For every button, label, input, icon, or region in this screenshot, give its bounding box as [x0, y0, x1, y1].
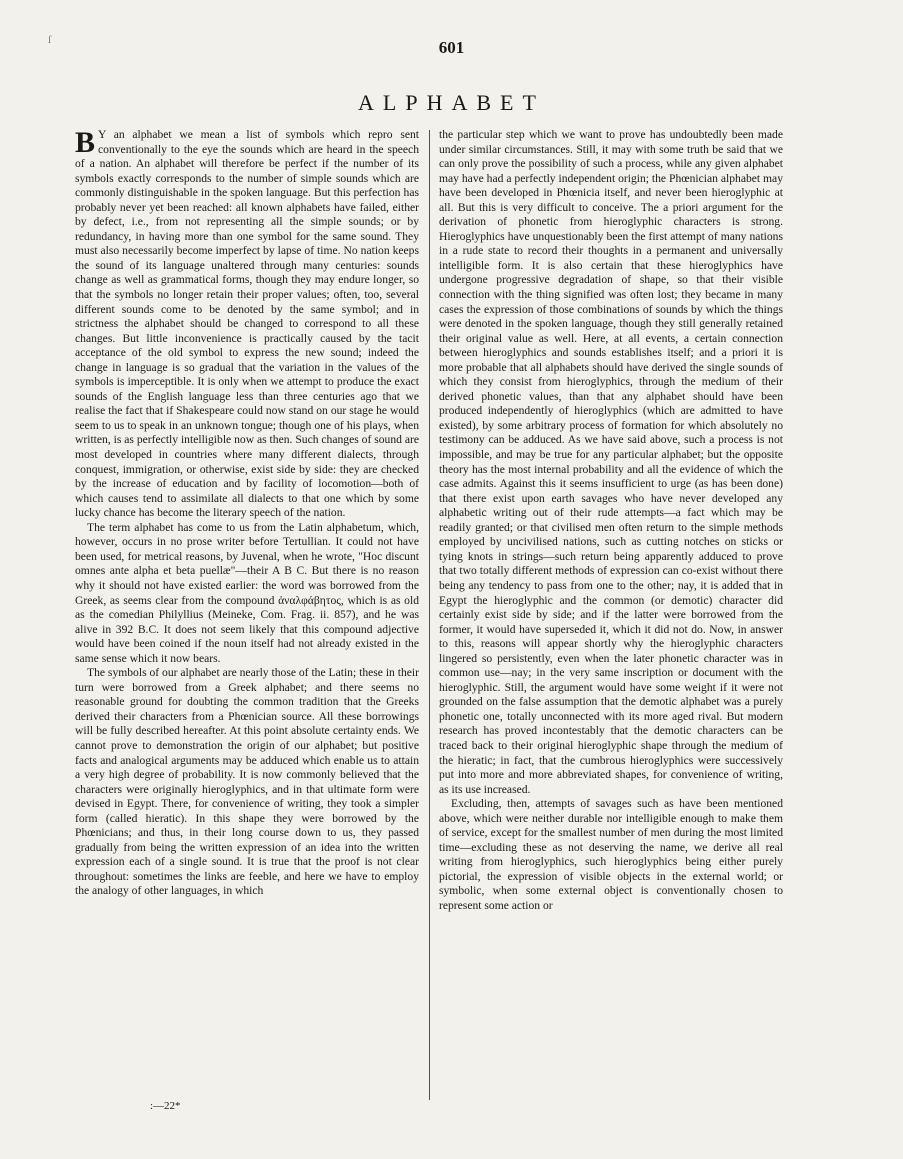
paragraph: the particular step which we want to prove has undoubtedly been made under similar circumstances. Still, it may with some truth be said that we can only prove the possibility of such a process, while any given alphabet may have had a perfectly independent origin; the Phœnician alphabet may have been developed in Phœnicia itself, and never been hieroglyphic at all. But this is very difficult to conceive. The a priori argument for the derivation of phonetic from hieroglyphic characters is strong. Hieroglyphics have unquestionably been the first attempt of many nations in a rude state to record their thoughts in a permanent and universally intelligible form. It is also certain that these hieroglyphics have undergone progressive degradation of shape, so that their visible connection with the thing signified was often lost; they became in many cases the expression of those combinations of sounds by which the things were denoted in the spoken language, though they still generally retained their original value as well. Here, at all events, a certain connection between hieroglyphics and sounds establishes itself; and a priori it is more probable that all alphabets should have derived the single sounds of which they consist from hieroglyphics, through the medium of their derived phonetic values, than that any alphabet should have been produced independently of hieroglyphics (which are admitted to have existed), by some arbitrary process of formation for which absolutely no testimony can be adduced. As we have said above, such a process is not impossible, and may be true for any particular alphabet; but the opposite theory has the most internal probability and all the evidence of which the case admits. Against this it seems insufficient to urge (as has been done) that there exist upon earth savages who have never developed any alphabetic writing out of their rude attempts—a fact which may be readily granted; or that civilised men often return to the simple methods employed by uncivilised nations, such as cutting notches on sticks or tying knots in strings—such return being apparently adduced to prove that two totally different methods of expression can co-exist without there being any tendency to pass from one to the other; nay, it is added that in Egypt the hieroglyphic and the common (or demotic) character did certainly exist side by side; and if the latter were borrowed from the former, it would have superseded it, which it did not do. Now, in answer to this, reasons will appear shortly why the hieroglyphic characters lingered so persistently, even when the later phonetic character was in common use—nay; in the very same inscription or document with the hieroglyphic. Still, the argument would have some weight if it were not grounded on the false assumption that the demotic alphabet was a purely phonetic one, totally unconnected with its more aged rival. But modern research has proved incontestably that the demotic characters can be traced back to their original hieroglyphic shape through the medium of the hieratic; in fact, that the cumbrous hieroglyphics were successively put into more and more abbreviated shapes, for convenience of writing, as its use increased.: [439, 128, 783, 796]
page-number: 601: [438, 38, 465, 57]
paragraph: The symbols of our alphabet are nearly those of the Latin; these in their turn were borrowed from a Greek alphabet; and there seems no reasonable ground for doubting the common tradition that the Greeks derived their characters from a Phœnician source. All these borrowings will be fully described hereafter. At this point absolute certainty ends. We cannot prove to demonstration the origin of our alphabet; but positive facts and analogical arguments may be adduced which enable us to attain a very high degree of probability. It is now commonly believed that the characters were originally hieroglyphics, and in that ultimate form were devised in Egypt. There, for convenience of writing, they took a simpler form (called hieratic). In this shape they were borrowed by the Phœnicians; and thus, in their long course down to us, they passed gradually from being the written expression of an idea into the written expression each of a single sound. It is true that the proof is not clear throughout: sometimes the links are feeble, and here we have to employ the analogy of other languages, in which: [75, 666, 419, 898]
paragraph-text: Y an alphabet we mean a list of symbols which repro sent conventionally to the eye the sounds which are heard in the speech of a nation. An alphabet will therefore be perfect if the number of its symbols exactly corresponds to the number of simple sounds which are commonly distinguishable in the spoken language. But this perfection has probably never yet been reached: all known alphabets have failed, either by defect, i.e., from not representing all the simple sounds; or by redundancy, in having more than one symbol for the same sound. They must also necessarily become imperfect by lapse of time. No nation keeps the sound of its language unaltered through many centuries: sounds change as well as grammatical forms, though they may endure longer, so that the symbols no longer retain their proper values; often, too, several different sounds come to be denoted by the same symbol; and in strictness the alphabet should be changed to correspond to all these changes. But little inconvenience is practically caused by the tacit acceptance of the old symbol to express the new sound; indeed the change in language is so gradual that the variation in the values of the symbols is imperceptible. It is only when we attempt to produce the exact sounds of the English language less than three centuries ago that we realise the fact that if Shakespeare could now stand on our stage he would seem to us to speak in an unknown tongue; though one of his plays, when written, is as perfectly intelligible now as then. Such changes of sound are most developed in countries where many different dialects, through conquest, immigration, or otherwise, exist side by side: they are checked by the increase of education and by facility of locomotion—both of which causes tend to assimilate all dialects to that one which by some lucky chance has become the literary speech of the nation.: [75, 128, 419, 520]
signature-mark: :—22*: [150, 1100, 181, 1112]
edge-mark: ſ: [48, 34, 52, 46]
left-column: [75, 128, 419, 899]
paragraph: Excluding, then, attempts of savages such as have been mentioned above, which were neither durable nor intelligible enough to make them of service, except for the smallest number of men during the most limited time—excluding these as not deserving the name, we derive all real writing from hieroglyphics, such hieroglyphics being either purely pictorial, the expression of visible objects in the external world; or symbolic, when some external object is conventionally chosen to represent some action or: [439, 797, 783, 912]
drop-cap: B: [75, 126, 96, 159]
paragraph: The term alphabet has come to us from the Latin alphabetum, which, however, occurs in no prose writer before Tertullian. It could not have been used, for metrical reasons, by Juvenal, when he wrote, "Hoc discunt omnes ante alpha et beta puellæ"—their A B C. But there is no reason why it should not have existed earlier: the word was borrowed from the Greek, as seems clear from the compound ἀναλφάβητος, which is as old as the comedian Philyllius (Meineke, Com. Frag. ii. 857), and he was alive in 392 B.C. It does not seem likely that this compound adjective would have been coined if the noun itself had not already existed in the same sense which it now bears.: [75, 520, 419, 665]
column-divider: [429, 130, 430, 1100]
article-title: ALPHABET: [358, 90, 545, 115]
right-column: [439, 128, 783, 914]
paragraph: [75, 128, 419, 521]
